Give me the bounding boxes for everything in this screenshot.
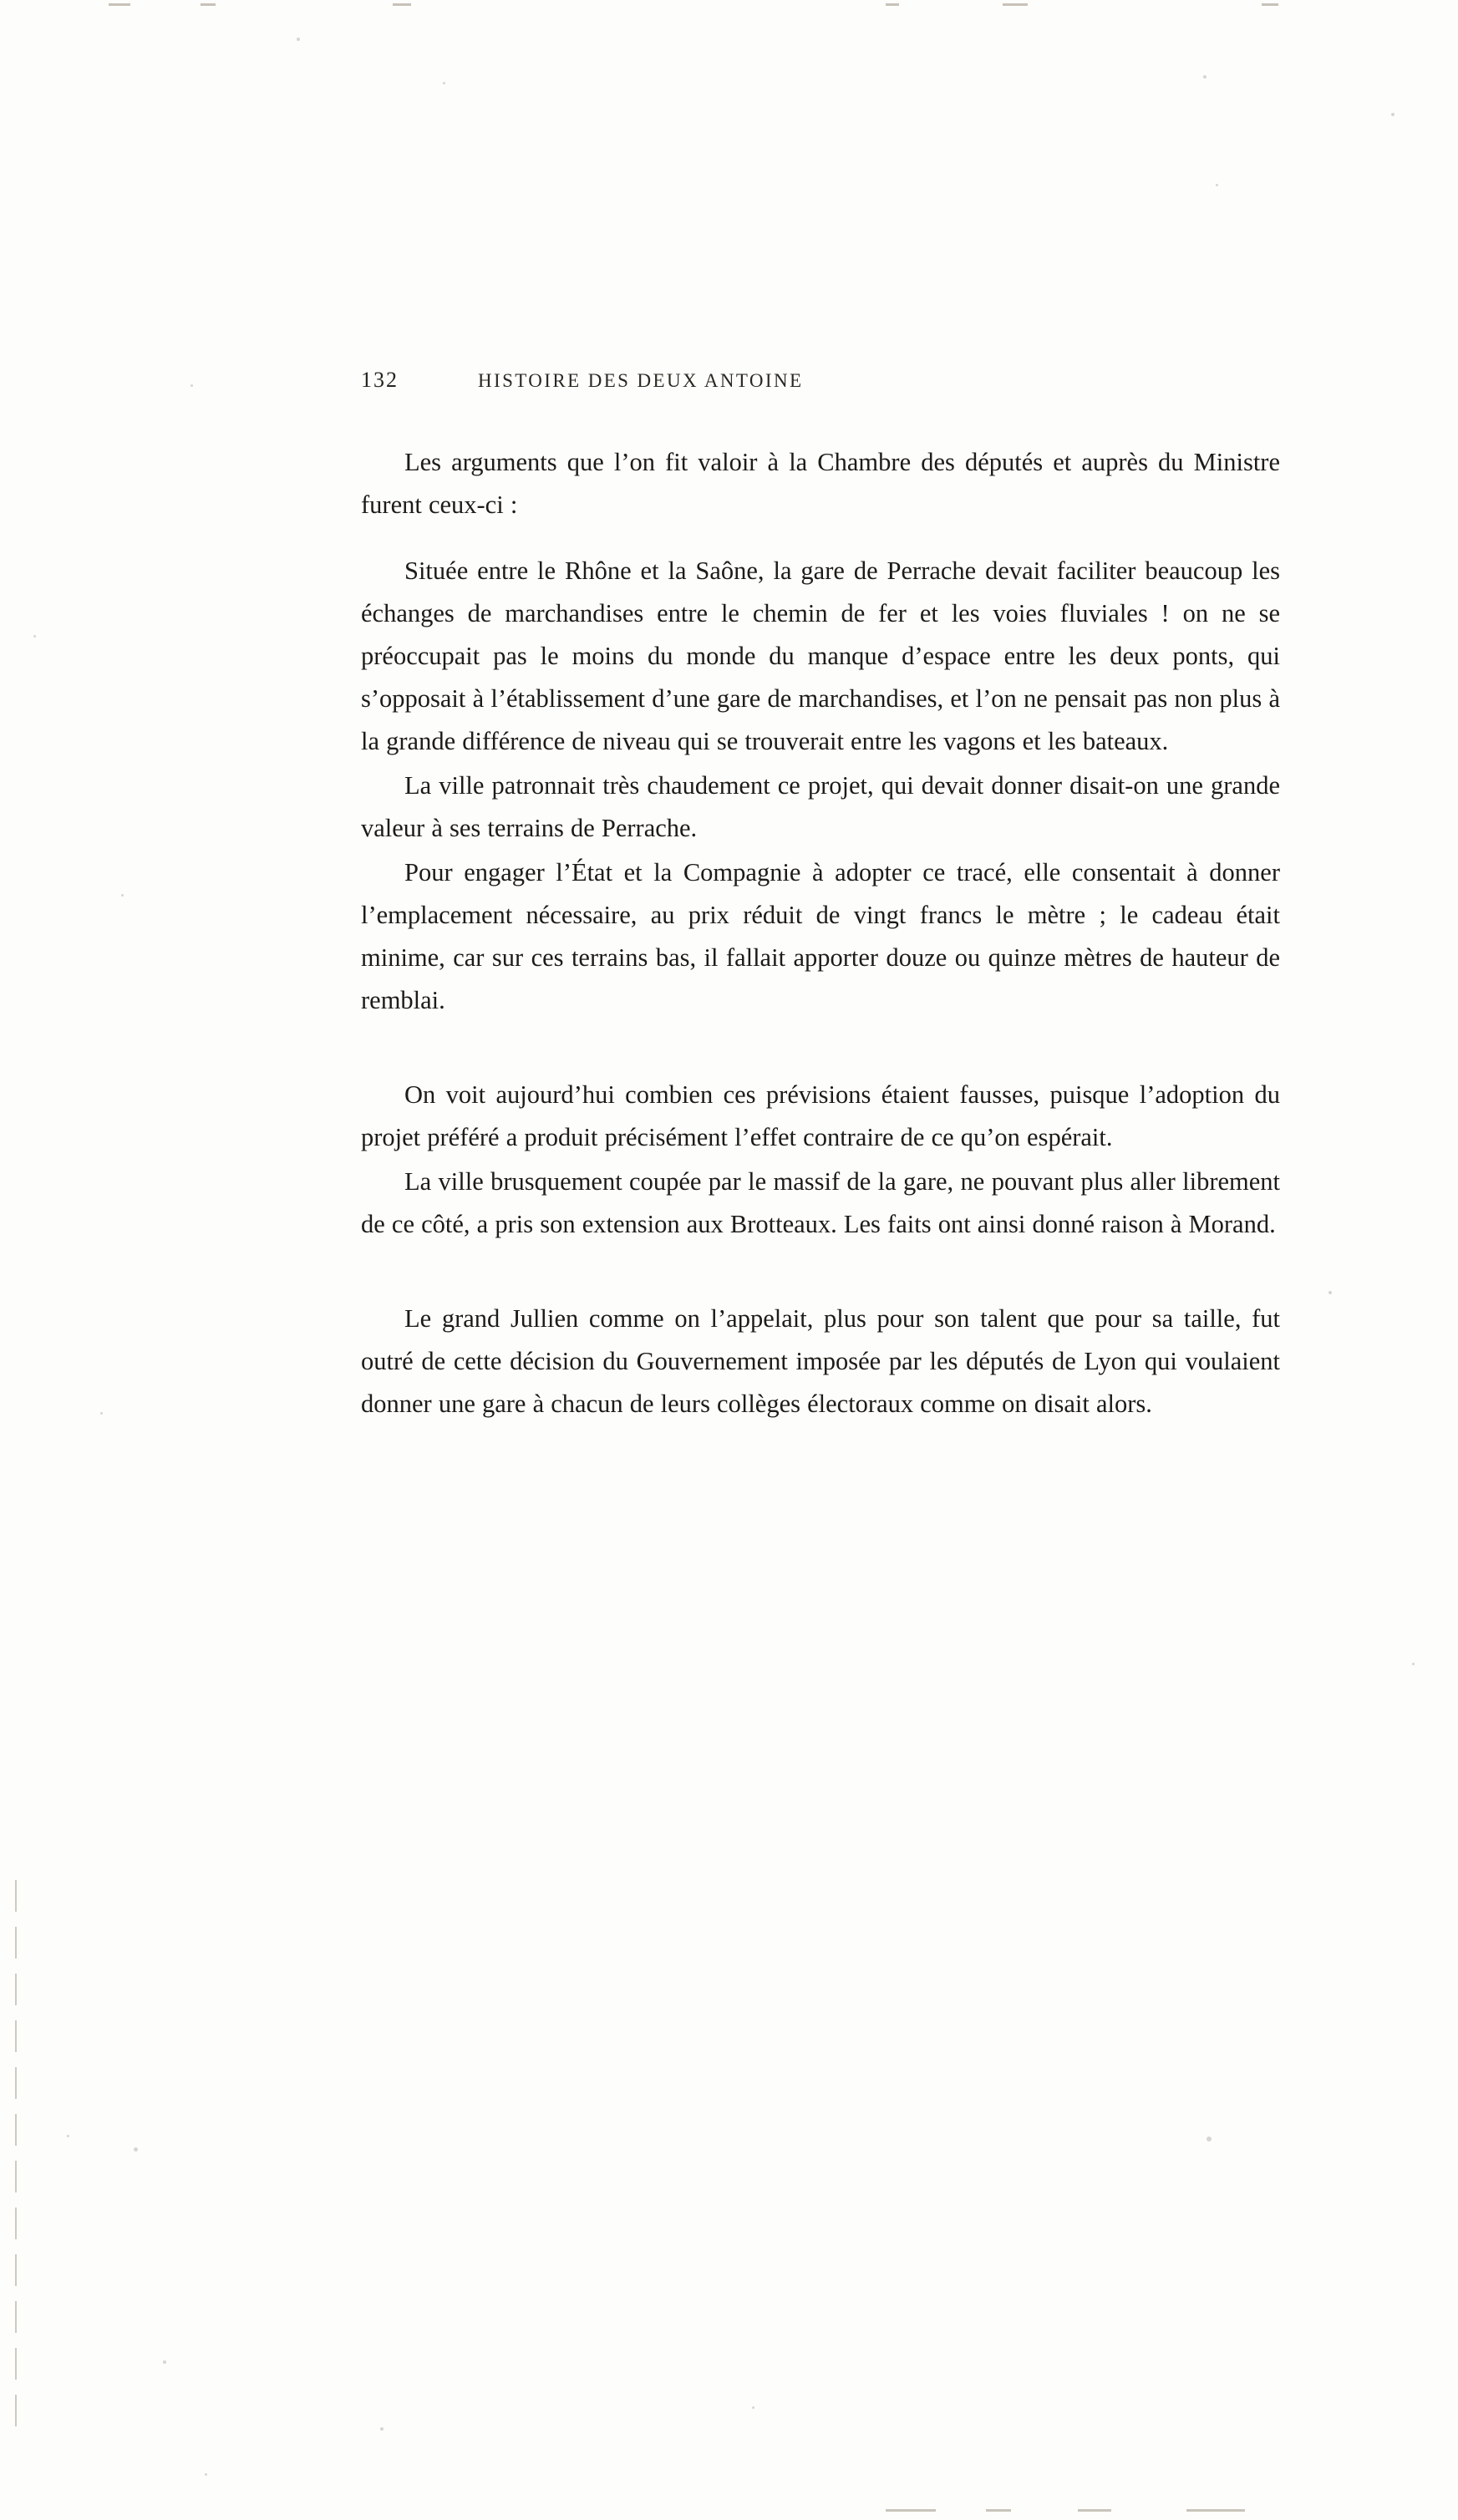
scan-speck bbox=[1203, 75, 1207, 79]
paragraph: Pour engager l’État et la Compagnie à adopter ce tracé, elle consentait à donner l’emplacement nécessaire, au prix réduit de vingt francs le mètre ; le cadeau était minime, car sur ces terrains bas, il fallait apporter douze ou quinze mètres de hauteur de remblai. bbox=[361, 858, 1280, 1014]
scan-speck bbox=[191, 384, 193, 387]
section-spacer bbox=[361, 1247, 1280, 1298]
scan-speck bbox=[163, 2360, 166, 2364]
paragraph: La ville patronnait très chaudement ce projet, qui devait donner disait-on une grande valeur à ses terrains de Perrache. bbox=[361, 771, 1280, 842]
scan-speck bbox=[33, 635, 36, 638]
scan-speck bbox=[1216, 184, 1218, 186]
scan-speck bbox=[380, 2427, 384, 2431]
paragraph: Les arguments que l’on fit valoir à la Chambre des députés et auprès du Ministre furent ceux-ci : bbox=[361, 448, 1280, 519]
scan-speck bbox=[443, 82, 445, 84]
scan-speck bbox=[205, 2473, 207, 2476]
section-spacer bbox=[361, 1024, 1280, 1074]
scan-speck bbox=[1412, 1663, 1415, 1665]
scan-edge-marks-top bbox=[0, 0, 1458, 12]
page-number: 132 bbox=[361, 368, 399, 392]
scan-edge-marks-left bbox=[15, 1880, 18, 2482]
paragraph: Située entre le Rhône et la Saône, la gare de Perrache devait faciliter beaucoup les échanges de marchandises entre le chemin de fer et les voies fluviales ! on ne se préoccupait pas le moins du monde du manque d’espace entre les deux ponts, qui s’opposait à l’établissement d’une gare de marchandises, et l’on ne pensait pas non plus à la grande différence de niveau qui se trouverait entre les vagons et les bateaux. bbox=[361, 556, 1280, 755]
scan-speck bbox=[67, 2135, 69, 2137]
page-text-block bbox=[361, 368, 1280, 1427]
scan-speck bbox=[121, 894, 124, 897]
scan-speck bbox=[1391, 113, 1394, 116]
paragraph: Le grand Jullien comme on l’appelait, plus pour son talent que pour sa taille, fut outré de cette décision du Gouvernement imposée par les députés de Lyon qui voulaient donner une gare à chacun de leurs collèges électoraux comme on disait alors. bbox=[361, 1304, 1280, 1418]
scan-speck bbox=[100, 1412, 103, 1415]
running-head bbox=[361, 368, 1280, 393]
scan-speck bbox=[752, 2406, 754, 2409]
paragraph-spacer bbox=[361, 528, 1280, 550]
paragraph: On voit aujourd’hui combien ces prévisions étaient fausses, puisque l’adoption du projet préféré a produit précisément l’effet contraire de ce qu’on espérait. bbox=[361, 1080, 1280, 1151]
scan-speck bbox=[297, 38, 300, 41]
scan-speck bbox=[1328, 1291, 1332, 1294]
paragraph: La ville brusquement coupée par le massif de la gare, ne pouvant plus aller librement de ce côté, a pris son extension aux Brotteaux. Les faits ont ainsi donné raison à Morand. bbox=[361, 1167, 1280, 1238]
scan-speck bbox=[1207, 2136, 1212, 2141]
scan-speck bbox=[134, 2147, 138, 2152]
running-title: HISTOIRE DES DEUX ANTOINE bbox=[478, 370, 804, 391]
